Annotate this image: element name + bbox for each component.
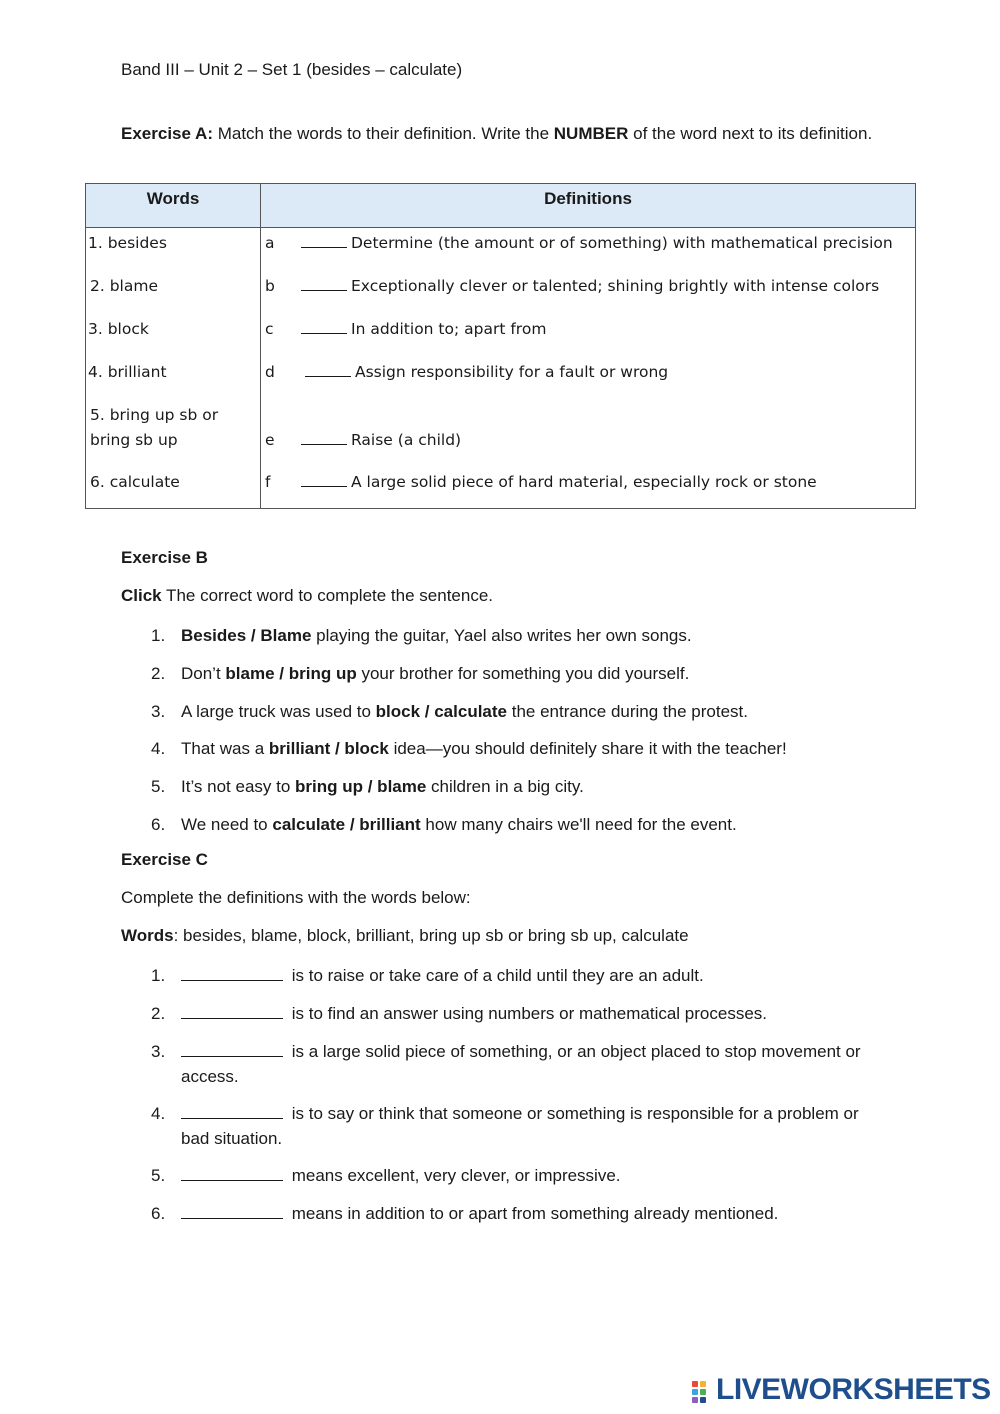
word-cell: 2. blame bbox=[86, 271, 261, 314]
answer-line[interactable] bbox=[181, 1165, 283, 1181]
item-number: 2. bbox=[151, 1004, 166, 1023]
definition-cell bbox=[261, 314, 916, 357]
word-bank-label: Words bbox=[121, 926, 174, 945]
word-choice[interactable]: brilliant / block bbox=[268, 739, 389, 758]
exercise-a-bold: NUMBER bbox=[553, 124, 629, 143]
definition-letter: a bbox=[265, 234, 275, 252]
sentence-end: idea—you should definitely share it with the teacher! bbox=[388, 739, 787, 758]
item-number: 1. bbox=[151, 626, 166, 645]
answer-blank[interactable] bbox=[301, 320, 347, 334]
exercise-a-text-1: Match the words to their definition. Write the bbox=[212, 124, 554, 143]
answer-line[interactable] bbox=[181, 1203, 283, 1219]
word-bank-list: : besides, blame, block, brilliant, bring up sb or bring sb up, calculate bbox=[173, 926, 689, 945]
exercise-b-heading: Exercise B bbox=[121, 548, 208, 567]
item-number: 6. bbox=[151, 1204, 166, 1223]
word-cell: 4. brilliant bbox=[86, 357, 261, 400]
exercise-b-click-word: Click bbox=[121, 586, 162, 605]
answer-blank[interactable] bbox=[301, 431, 347, 445]
definition-cell bbox=[261, 400, 916, 467]
answer-blank[interactable] bbox=[301, 277, 347, 291]
definition-text: means in addition to or apart from something already mentioned. bbox=[287, 1204, 779, 1223]
exercise-b-instruction bbox=[121, 586, 493, 606]
table-row bbox=[86, 400, 916, 467]
definition-text: Determine (the amount or of something) with mathematical precision bbox=[351, 234, 893, 252]
sentence-end: how many chairs we'll need for the event. bbox=[420, 815, 737, 834]
definition-cell bbox=[261, 228, 916, 271]
sentence-end: children in a big city. bbox=[426, 777, 584, 796]
exercise-c-instruction: Complete the definitions with the words below: bbox=[121, 888, 471, 907]
sentence-start: Don’t bbox=[181, 664, 226, 683]
word-choice[interactable]: calculate / brilliant bbox=[272, 815, 421, 834]
exercise-c-heading: Exercise C bbox=[121, 850, 208, 869]
liveworksheets-logo-text: LIVEWORKSHEETS bbox=[716, 1373, 991, 1406]
item-number: 4. bbox=[151, 1104, 166, 1123]
word-choice[interactable]: bring up / blame bbox=[295, 777, 427, 796]
definition-text: Exceptionally clever or talented; shining brightly with intense colors bbox=[351, 276, 880, 295]
word-cell: 5. bring up sb or bring sb up bbox=[86, 400, 261, 467]
definition-text: is a large solid piece of something, or an object placed to stop movement or access. bbox=[181, 1042, 861, 1086]
item-number: 3. bbox=[151, 1042, 166, 1061]
item-number: 4. bbox=[151, 739, 166, 758]
definition-text: A large solid piece of hard material, especially rock or stone bbox=[351, 472, 817, 491]
sentence-start: It’s not easy to bbox=[181, 777, 296, 796]
definition-letter: f bbox=[265, 472, 271, 491]
item-number: 6. bbox=[151, 815, 166, 834]
exercise-b-label bbox=[121, 548, 208, 568]
table-row bbox=[86, 357, 916, 400]
definition-letter: c bbox=[265, 319, 274, 338]
word-choice[interactable]: Besides / Blame bbox=[181, 626, 312, 645]
answer-line[interactable] bbox=[181, 1103, 283, 1119]
word-cell: 1. besides bbox=[86, 228, 261, 271]
answer-line[interactable] bbox=[181, 965, 283, 981]
item-number: 1. bbox=[151, 966, 166, 985]
answer-blank[interactable] bbox=[301, 234, 347, 248]
answer-blank[interactable] bbox=[301, 473, 347, 487]
header-definitions: Definitions bbox=[261, 184, 916, 228]
sentence-start: We need to bbox=[181, 815, 273, 834]
liveworksheets-logo bbox=[692, 1374, 991, 1406]
table-row bbox=[86, 271, 916, 314]
definition-letter: e bbox=[265, 430, 275, 449]
exercise-a-label: Exercise A: bbox=[121, 124, 213, 143]
worksheet-title: Band III – Unit 2 – Set 1 (besides – calculate) bbox=[121, 60, 463, 79]
sentence-end: playing the guitar, Yael also writes her own songs. bbox=[311, 626, 692, 645]
answer-line[interactable] bbox=[181, 1003, 283, 1019]
sentence-end: your brother for something you did yourself. bbox=[356, 664, 690, 683]
table-row bbox=[86, 467, 916, 509]
word-cell: 3. block bbox=[86, 314, 261, 357]
item-number: 3. bbox=[151, 702, 166, 721]
definition-letter: d bbox=[265, 362, 275, 381]
item-number: 5. bbox=[151, 777, 166, 796]
sentence-end: the entrance during the protest. bbox=[507, 702, 748, 721]
definition-text: Assign responsibility for a fault or wrong bbox=[355, 362, 669, 381]
header-words: Words bbox=[86, 184, 261, 228]
definition-cell bbox=[261, 467, 916, 509]
word-choice[interactable]: blame / bring up bbox=[225, 664, 357, 683]
exercise-a-instruction bbox=[121, 121, 881, 146]
definition-text: Raise (a child) bbox=[351, 430, 462, 449]
word-choice[interactable]: block / calculate bbox=[375, 702, 507, 721]
item-number: 5. bbox=[151, 1166, 166, 1185]
definition-cell bbox=[261, 271, 916, 314]
item-number: 2. bbox=[151, 664, 166, 683]
definition-text: In addition to; apart from bbox=[351, 319, 547, 338]
word-bank bbox=[121, 926, 689, 946]
definition-letter: b bbox=[265, 276, 275, 295]
definition-text: is to say or think that someone or something is responsible for a problem or bad situation. bbox=[181, 1104, 859, 1148]
table-header-row bbox=[86, 184, 916, 228]
sentence-start: A large truck was used to bbox=[181, 702, 376, 721]
definition-text: is to find an answer using numbers or mathematical processes. bbox=[287, 1004, 768, 1023]
answer-line[interactable] bbox=[181, 1041, 283, 1057]
table-row bbox=[86, 314, 916, 357]
definition-cell bbox=[261, 357, 916, 400]
definition-text: is to raise or take care of a child until they are an adult. bbox=[287, 966, 704, 985]
word-cell: 6. calculate bbox=[86, 467, 261, 509]
definition-text: means excellent, very clever, or impressive. bbox=[287, 1166, 621, 1185]
sentence-start: That was a bbox=[181, 739, 269, 758]
liveworksheets-logo-icon bbox=[692, 1377, 714, 1403]
table-row bbox=[86, 228, 916, 271]
matching-table bbox=[85, 183, 916, 509]
exercise-a-text-2: of the word next to its definition. bbox=[628, 124, 873, 143]
exercise-b-instruction-text: The correct word to complete the sentence. bbox=[161, 586, 493, 605]
answer-blank[interactable] bbox=[305, 363, 351, 377]
exercise-c-label bbox=[121, 850, 208, 870]
